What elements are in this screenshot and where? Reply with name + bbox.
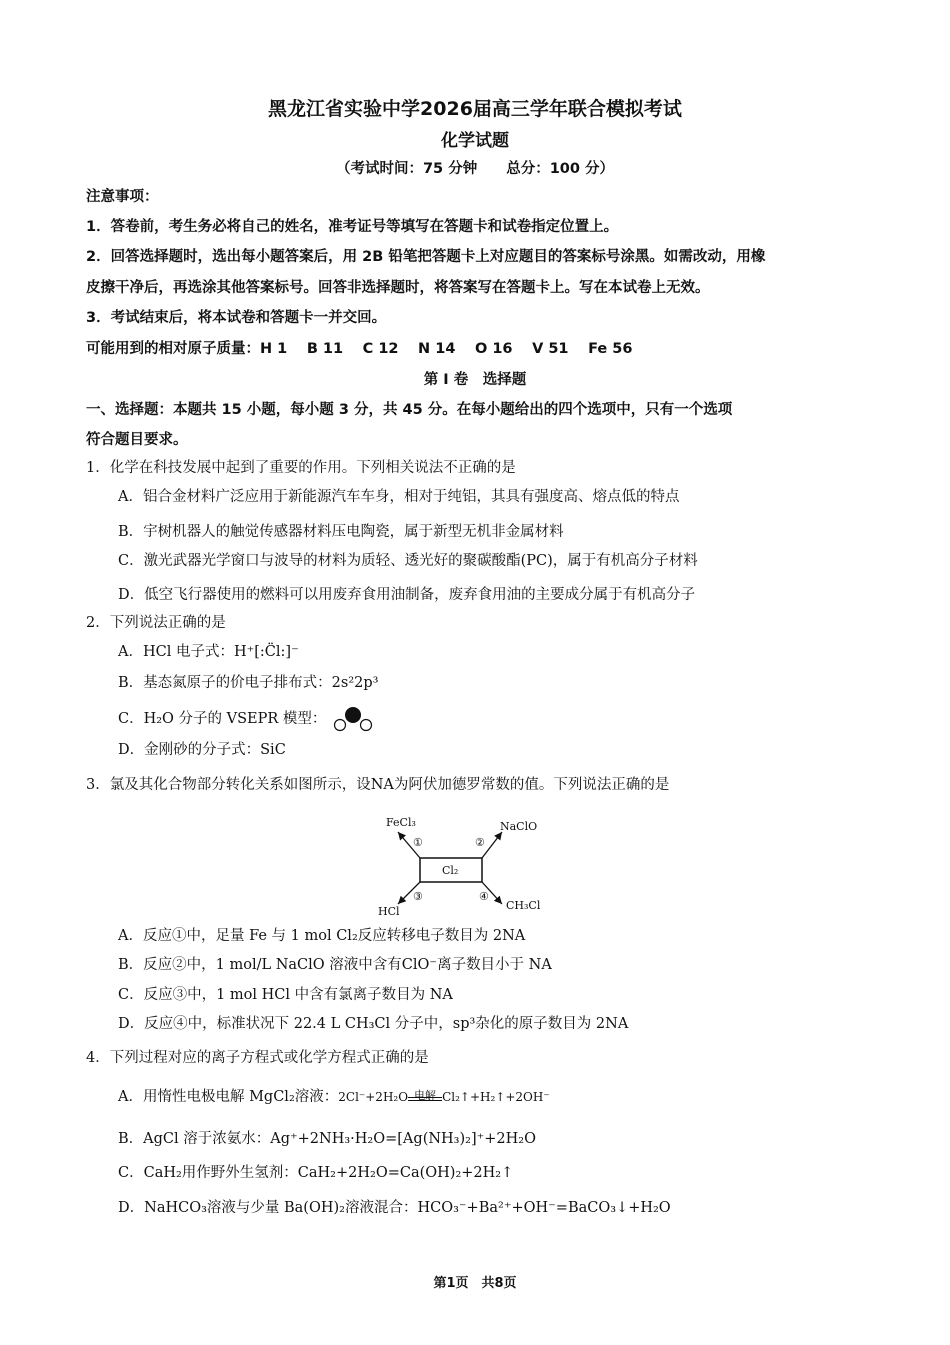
option-c bbox=[118, 706, 375, 732]
electron-config: 2s²2p³ bbox=[331, 675, 379, 691]
option-b: B．AgCl 溶于浓氨水：Ag⁺+2NH₃·H₂O=[Ag(NH₃)₂]⁺+2H₂O bbox=[118, 1131, 536, 1147]
option-d: D．NaHCO₃溶液与少量 Ba(OH)₂溶液混合：HCO₃⁻+Ba²⁺+OH⁻=BaCO₃↓+H₂O bbox=[118, 1200, 671, 1216]
subject-title: 化学试题 bbox=[441, 131, 509, 151]
question-stem: 2．下列说法正确的是 bbox=[86, 615, 226, 631]
question-stem: 3．氯及其化合物部分转化关系如图所示，设NA为阿伏加德罗常数的值。下列说法正确的是 bbox=[86, 777, 670, 793]
option-d: D．低空飞行器使用的燃料可以用废弃食用油制备，废弃食用油的主要成分属于有机高分子 bbox=[118, 587, 696, 603]
question-stem: 1．化学在科技发展中起到了重要的作用。下列相关说法不正确的是 bbox=[86, 460, 516, 476]
atomic-masses: 可能用到的相对原子质量：H 1 B 11 C 12 N 14 O 16 V 51 Fe 56 bbox=[86, 341, 633, 357]
product-naClO: NaClO bbox=[500, 820, 538, 833]
option-c: C．激光武器光学窗口与波导的材料为质轻、透光好的聚碳酸酯(PC)，属于有机高分子材料 bbox=[118, 553, 698, 569]
option-b: B．宇树机器人的触觉传感器材料压电陶瓷，属于新型无机非金属材料 bbox=[118, 524, 564, 540]
reaction-4-label: ④ bbox=[479, 890, 489, 903]
equation-right: Cl₂↑+H₂↑+2OH⁻ bbox=[442, 1090, 550, 1104]
option-a: A．铝合金材料广泛应用于新能源汽车车身，相对于纯铝，其具有强度高、熔点低的特点 bbox=[118, 489, 680, 505]
option-a-label: A．用惰性电极电解 MgCl₂溶液： bbox=[118, 1089, 339, 1105]
note-item: 1．答卷前，考生务必将自己的姓名，准考证号等填写在答题卡和试卷指定位置上。 bbox=[86, 219, 619, 235]
question-stem: 4．下列过程对应的离子方程式或化学方程式正确的是 bbox=[86, 1050, 429, 1066]
equation-left: 2Cl⁻+2H₂O bbox=[338, 1090, 409, 1104]
section-intro: 符合题目要求。 bbox=[86, 432, 188, 448]
page-footer: 第1页 共8页 bbox=[433, 1276, 517, 1291]
product-ch3cl: CH₃Cl bbox=[506, 899, 541, 912]
section-title: 第 I 卷 选择题 bbox=[423, 372, 527, 388]
note-item: 2．回答选择题时，选出每小题答案后，用 2B 铅笔把答题卡上对应题目的答案标号涂黑。如需改动，用橡 bbox=[86, 249, 766, 265]
option-d: D．反应④中，标准状况下 22.4 L CH₃Cl 分子中，sp³杂化的原子数目为 2NA bbox=[118, 1016, 629, 1032]
exam-info: （考试时间：75 分钟 总分：100 分） bbox=[335, 161, 615, 177]
option-a bbox=[118, 640, 299, 661]
product-feCl3: FeCl₃ bbox=[386, 816, 416, 829]
product-hcl: HCl bbox=[378, 905, 400, 918]
exam-title: 黑龙江省实验中学2026届高三学年联合模拟考试 bbox=[268, 98, 682, 120]
option-a-label: A．HCl 电子式： bbox=[118, 644, 234, 660]
option-d: D．金刚砂的分子式：SiC bbox=[118, 742, 286, 758]
notes-heading: 注意事项： bbox=[86, 189, 159, 205]
note-item: 3．考试结束后，将本试卷和答题卡一并交回。 bbox=[86, 310, 387, 326]
option-b-label: B．基态氮原子的价电子排布式： bbox=[118, 675, 332, 691]
option-c: C．CaH₂用作野外生氢剂：CaH₂+2H₂O=Ca(OH)₂+2H₂↑ bbox=[118, 1165, 514, 1181]
condition-label: 电解 bbox=[414, 1089, 437, 1102]
vsepr-model-icon bbox=[331, 706, 375, 732]
option-b: B．反应②中，1 mol/L NaClO 溶液中含有ClO⁻离子数目小于 NA bbox=[118, 957, 552, 973]
electron-formula: H⁺[:C̈l:]⁻ bbox=[233, 644, 299, 660]
reaction-3-label: ③ bbox=[413, 890, 423, 903]
option-a bbox=[118, 1085, 550, 1106]
center-label: Cl₂ bbox=[442, 864, 459, 877]
reaction-2-label: ② bbox=[475, 836, 485, 849]
reaction-1-label: ① bbox=[413, 836, 423, 849]
chlorine-conversion-diagram bbox=[378, 812, 558, 924]
section-intro: 一、选择题：本题共 15 小题，每小题 3 分，共 45 分。在每小题给出的四个选项中，只有一个选项 bbox=[86, 402, 733, 418]
option-b bbox=[118, 671, 378, 692]
option-c-label: C．H₂O 分子的 VSEPR 模型： bbox=[118, 711, 327, 727]
option-a: A．反应①中，足量 Fe 与 1 mol Cl₂反应转移电子数目为 2NA bbox=[118, 928, 526, 944]
note-item: 皮擦干净后，再选涂其他答案标号。回答非选择题时，将答案写在答题卡上。写在本试卷上无效。 bbox=[86, 280, 710, 296]
option-c: C．反应③中，1 mol HCl 中含有氯离子数目为 NA bbox=[118, 987, 453, 1003]
